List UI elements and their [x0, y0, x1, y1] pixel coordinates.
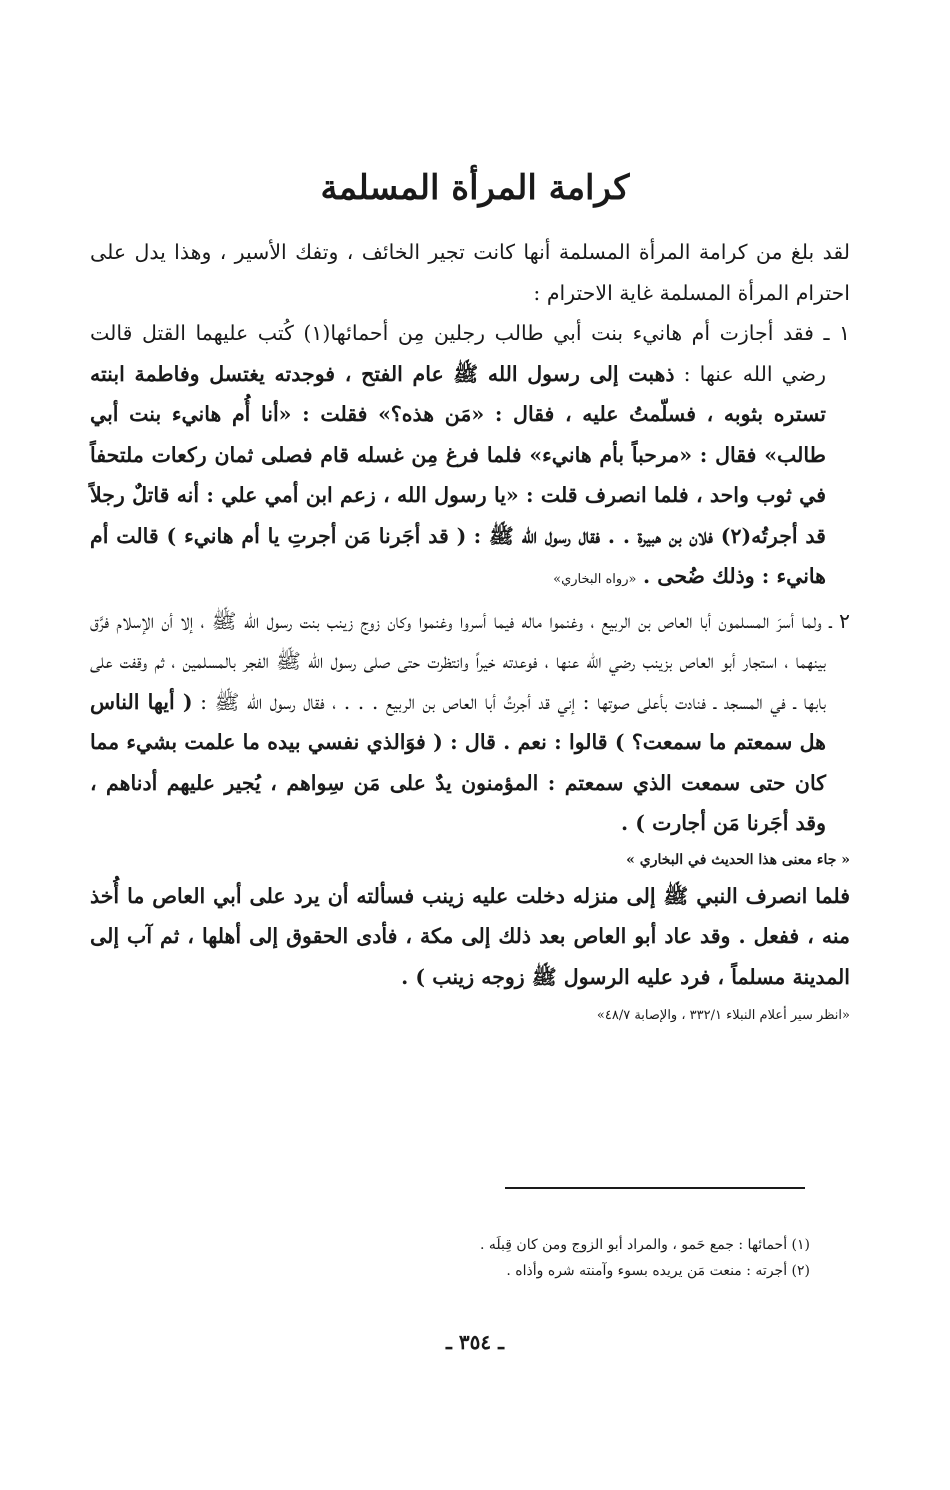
item-1-number: ١ ـ — [823, 321, 850, 345]
footnote-divider — [505, 1187, 805, 1189]
item-1-hadith: ذهبت إلى رسول الله ﷺ عام الفتح ، فوجدته يغتسل وفاطمة ابنته تستره بثوبه ، فسلّمتُ عليه ، فقال : «مَن هذه؟» فقلت : «أنا أُم هانيء بنت أبي طالب» فقال : «مرحباً بأم هانيء» فلما فرغ مِن غسله قام فصلى ثمان ركعات ملتحفاً في ثوب واحد ، فلما انصرف قلت : «يا رسول الله ، زعم ابن أمي علي : أنه قاتلٌ رجلاً قد أجرتُه(٢) فلان بن هبيرة . . فقال رسول الله ﷺ : — [90, 361, 826, 548]
footnotes — [90, 1232, 810, 1284]
intro-paragraph: لقد بلغ من كرامة المرأة المسلمة أنها كانت تجير الخائف ، وتفك الأسير ، وهذا يدل على احترام المرأة المسلمة غاية الاحترام : — [90, 240, 850, 305]
footnote-2: (٢) أجرته : منعت مَن يريده بسوء وآمنته شره وأذاه . — [506, 1263, 810, 1279]
item-2-source: « جاء معنى هذا الحديث في البخاري » — [626, 851, 850, 868]
item-1-source: «رواه البخاري» — [553, 572, 637, 587]
item-2-number: ٢ ـ — [829, 608, 850, 633]
page-title: كرامة المرأة المسلمة — [320, 168, 630, 208]
item-1-quote: ( قد أجَرنا مَن أجرتِ يا أم هانيء ) قالت أم هانيء : وذلك ضُحى . — [90, 523, 826, 588]
item-1-text: فقد أجازت أم هانيء بنت أبي طالب رجلين مِن أحمائها(١) كُتب عليهما القتل قالت رضي الله عنها : — [90, 321, 826, 386]
main-text — [90, 232, 850, 1031]
page-number: ـ ٣٥٤ ـ — [446, 1330, 504, 1354]
closing-reference: «انظر سير أعلام النبلاء ٣٣٢/١ ، والإصابة ٤٨/٧» — [596, 1008, 850, 1023]
item-2-hadith: ( أيها الناس هل سمعتم ما سمعت؟ ) قالوا : نعم . قال : ( فوَالذي نفسي بيده ما علمت بشيء مما كان حتى سمعت الذي سمعتم : المؤمنون يدٌ على مَن سِواهم ، يُجير عليهم أدناهم ، وقد أجَرنا مَن أجارت ) . — [90, 689, 826, 835]
list-item-2 — [90, 601, 850, 844]
item-2-text: ولما أسرَ المسلمون أبا العاص بن الربيع ، وغنموا ماله فيما أسروا وغنموا وكان زوج زينب بنت رسول الله ﷺ ، إلا أن الإسلام فرَّق بينهما ، استجار أبو العاص بزينب رضي الله عنها ، فوعدته خيراً وانتظرت حتى صلى رسول الله ﷺ الفجر بالمسلمين ، ثم وقفت على بابها ـ في المسجد ـ فنادت بأعلى صوتها : إني قد أجرتُ أبا العاص بن الربيع . . . ، فقال رسول الله ﷺ : — [90, 608, 826, 714]
list-item-1 — [90, 313, 850, 601]
footnote-1: (١) أحمائها : جمع حَمو ، والمراد أبو الزوج ومن كان قِبلَه . — [480, 1237, 810, 1253]
closing-paragraph: فلما انصرف النبي ﷺ إلى منزله دخلت عليه زينب فسألته أن يرد على أبي العاص ما أُخذ منه ، ففعل . وقد عاد أبو العاص بعد ذلك إلى مكة ، فأدى الحقوق إلى أهلها ، ثم آب إلى المدينة مسلماً ، فرد عليه الرسول ﷺ زوجه زينب ) . — [90, 883, 850, 989]
